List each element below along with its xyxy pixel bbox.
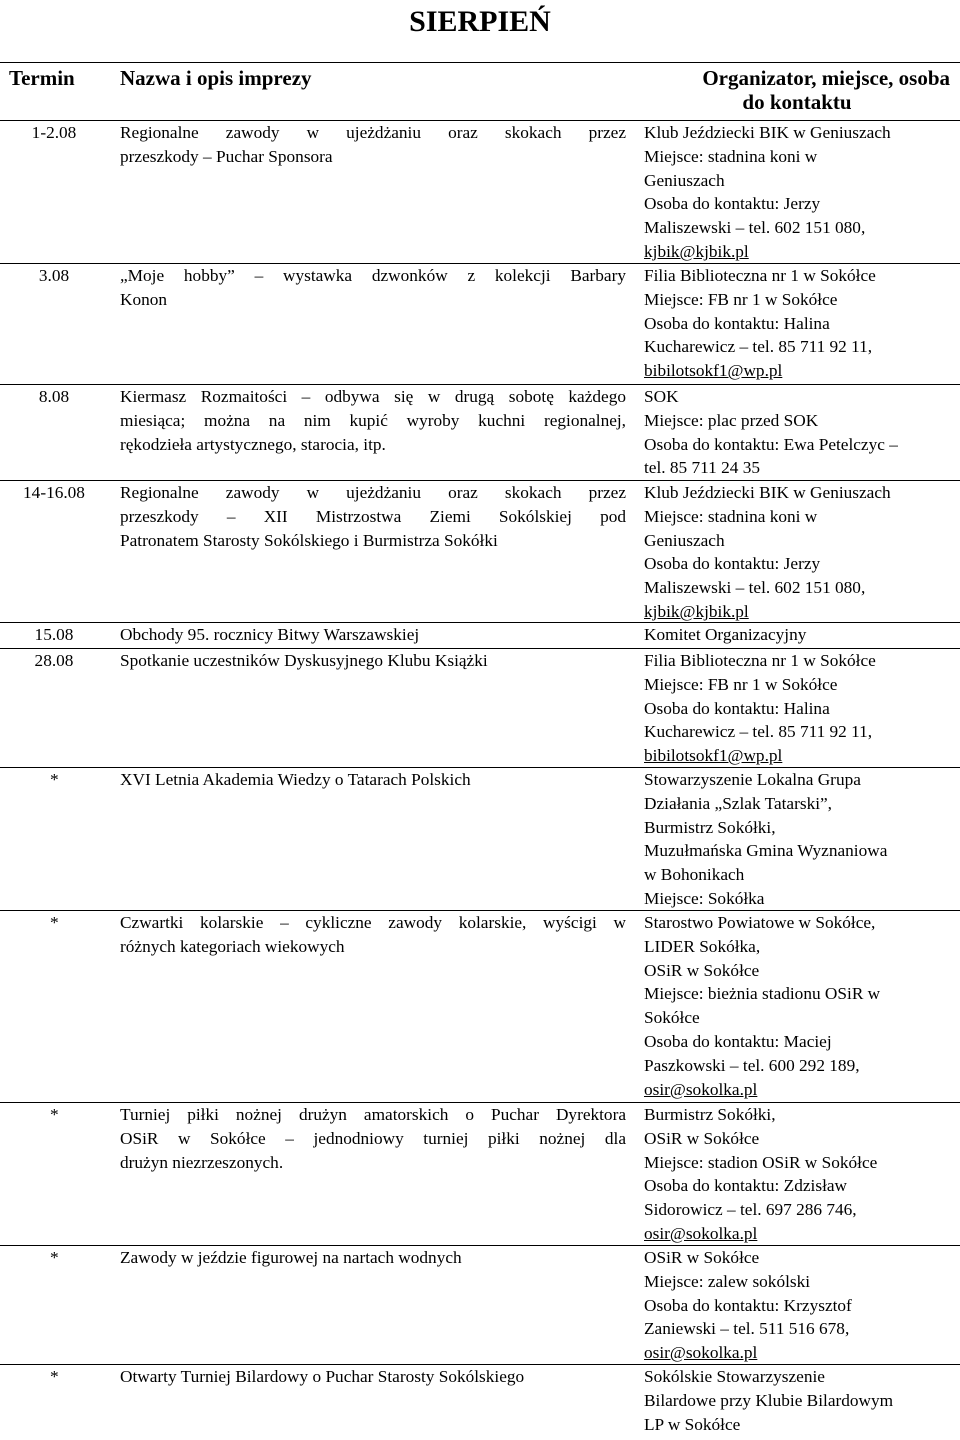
organizer-line: Klub Jeździecki BIK w Geniuszach [644, 123, 891, 142]
organizer-line: Geniuszach [644, 530, 725, 550]
header-organizer-line2: do kontaktu [742, 89, 852, 114]
organizer-line: Maliszewski – tel. 602 151 080, [644, 218, 866, 238]
email-link[interactable]: osir@sokolka.pl [644, 1079, 758, 1099]
organizer-line: Sidorowicz – tel. 697 286 746, [644, 1200, 857, 1220]
organizer-line: Klub Jeździecki BIK w Geniuszach [644, 483, 891, 502]
organizer-line: Osoba do kontaktu: Jerzy [644, 554, 821, 574]
row-divider [0, 1102, 960, 1103]
row-divider [0, 1245, 960, 1246]
row-divider [0, 1364, 960, 1365]
organizer-line: Komitet Organizacyjny [644, 625, 807, 644]
organizer-line: Miejsce: stadnina koni w [644, 146, 818, 166]
event-name-line: Kiermasz Rozmaitości – odbywa się w drugą sobotę każdego [120, 387, 626, 406]
organizer-line: Kucharewicz – tel. 85 711 92 11, [644, 722, 873, 742]
header-term: Termin [9, 66, 75, 90]
row-divider [0, 767, 960, 768]
organizer-line: Osoba do kontaktu: Halina [644, 698, 830, 718]
cell-term: 15.08 [34, 625, 74, 644]
email-link[interactable]: osir@sokolka.pl [644, 1343, 758, 1363]
email-link[interactable]: bibilotsokf1@wp.pl [644, 746, 783, 766]
event-name-line: przeszkody – Puchar Sponsora [120, 146, 333, 166]
cell-term: * [50, 1367, 59, 1386]
organizer-line: OSiR w Sokółce [644, 960, 760, 980]
row-divider [0, 910, 960, 911]
organizer-line: Osoba do kontaktu: Halina [644, 313, 830, 333]
cell-term: * [50, 1248, 59, 1267]
organizer-line: Zaniewski – tel. 511 516 678, [644, 1319, 850, 1339]
event-name-line: Patronatem Starosty Sokólskiego i Burmistrza Sokółki [120, 530, 498, 550]
cell-organizer [644, 1365, 950, 1436]
row-divider [0, 384, 960, 385]
row-divider [0, 263, 960, 264]
cell-organizer [644, 1246, 950, 1365]
cell-term: 14-16.08 [23, 483, 85, 502]
row-divider [0, 480, 960, 481]
organizer-line: OSiR w Sokółce [644, 1128, 760, 1148]
organizer-line: Kucharewicz – tel. 85 711 92 11, [644, 337, 873, 357]
header-name: Nazwa i opis imprezy [120, 66, 312, 90]
cell-term: 3.08 [38, 266, 70, 285]
organizer-line: Osoba do kontaktu: Zdzisław [644, 1176, 848, 1196]
event-name-line: XVI Letnia Akademia Wiedzy o Tatarach Polskich [120, 770, 471, 789]
event-name-line: Spotkanie uczestników Dyskusyjnego Klubu Książki [120, 651, 488, 670]
email-link[interactable]: bibilotsokf1@wp.pl [644, 361, 783, 381]
organizer-line: Miejsce: stadion OSiR w Sokółce [644, 1152, 878, 1172]
cell-event-name [120, 385, 626, 456]
cell-term: * [50, 770, 59, 789]
organizer-line: Maliszewski – tel. 602 151 080, [644, 578, 866, 598]
row-divider [0, 648, 960, 649]
organizer-line: Burmistrz Sokółki, [644, 817, 776, 837]
organizer-line: Osoba do kontaktu: Maciej [644, 1031, 832, 1051]
event-name-line: Turniej piłki nożnej drużyn amatorskich o Puchar Dyrektora [120, 1105, 626, 1124]
organizer-line: LP w Sokółce [644, 1414, 741, 1434]
cell-event-name [120, 481, 626, 552]
top-border [0, 62, 960, 63]
organizer-line: Muzułmańska Gmina Wyznaniowa [644, 841, 888, 861]
event-name-line: Czwartki kolarskie – cykliczne zawody kolarskie, wyścigi w [120, 913, 626, 932]
organizer-line: Bilardowe przy Klubie Bilardowym [644, 1390, 894, 1410]
event-name-line: Regionalne zawody w ujeżdżaniu oraz skokach przez [120, 123, 626, 142]
cell-organizer [644, 1103, 950, 1246]
cell-term: 28.08 [34, 651, 74, 670]
event-name-line: Obchody 95. rocznicy Bitwy Warszawskiej [120, 625, 420, 644]
event-name-line: Regionalne zawody w ujeżdżaniu oraz skokach przez [120, 483, 626, 502]
cell-event-name [120, 768, 626, 792]
organizer-line: Starostwo Powiatowe w Sokółce, [644, 913, 876, 932]
cell-event-name [120, 121, 626, 169]
email-link[interactable]: kjbik@kjbik.pl [644, 241, 749, 261]
organizer-line: Miejsce: stadnina koni w [644, 506, 818, 526]
header-organizer-line1: Organizator, miejsce, osoba [702, 66, 950, 90]
cell-event-name [120, 623, 626, 647]
page-title: SIERPIEŃ [409, 5, 551, 38]
organizer-line: Miejsce: bieżnia stadionu OSiR w [644, 984, 881, 1004]
organizer-line: Stowarzyszenie Lokalna Grupa [644, 770, 861, 789]
cell-event-name [120, 1103, 626, 1174]
event-name-line: przeszkody – XII Mistrzostwa Ziemi Sokólskiej pod [120, 506, 626, 526]
organizer-line: Miejsce: FB nr 1 w Sokółce [644, 674, 838, 694]
cell-event-name [120, 911, 626, 959]
header-organizer [644, 64, 950, 112]
cell-organizer [644, 623, 950, 647]
cell-organizer [644, 911, 950, 1101]
cell-term: 8.08 [38, 387, 70, 406]
event-name-line: Konon [120, 289, 168, 309]
organizer-line: Filia Biblioteczna nr 1 w Sokółce [644, 266, 876, 285]
cell-organizer [644, 649, 950, 768]
event-name-line: miesiąca; można na nim kupić wyroby kuchni regionalnej, [120, 410, 626, 430]
cell-term: * [50, 913, 59, 932]
organizer-line: Miejsce: Sokółka [644, 888, 765, 908]
organizer-line: Paszkowski – tel. 600 292 189, [644, 1055, 860, 1075]
organizer-line: LIDER Sokółka, [644, 936, 761, 956]
event-name-line: Otwarty Turniej Bilardowy o Puchar Starosty Sokólskiego [120, 1367, 525, 1386]
organizer-line: Filia Biblioteczna nr 1 w Sokółce [644, 651, 876, 670]
organizer-line: Burmistrz Sokółki, [644, 1105, 776, 1124]
organizer-line: Sokółce [644, 1008, 700, 1028]
cell-organizer [644, 481, 950, 624]
row-divider [0, 622, 960, 623]
event-name-line: Zawody w jeździe figurowej na nartach wodnych [120, 1248, 462, 1267]
cell-organizer [644, 264, 950, 383]
organizer-line: Geniuszach [644, 170, 725, 190]
cell-event-name [120, 1246, 626, 1270]
organizer-line: tel. 85 711 24 35 [644, 458, 760, 478]
cell-term: * [50, 1105, 59, 1124]
cell-organizer [644, 385, 950, 480]
event-name-line: OSiR w Sokółce – jednodniowy turniej piłki nożnej dla [120, 1128, 626, 1148]
event-name-line: rękodzieła artystycznego, starocia, itp. [120, 434, 386, 454]
event-name-line: „Moje hobby” – wystawka dzwonków z kolekcji Barbary [120, 266, 626, 285]
organizer-line: Miejsce: plac przed SOK [644, 410, 819, 430]
event-name-line: różnych kategoriach wiekowych [120, 936, 345, 956]
organizer-line: Miejsce: FB nr 1 w Sokółce [644, 289, 838, 309]
organizer-line: OSiR w Sokółce [644, 1248, 760, 1267]
organizer-line: Osoba do kontaktu: Ewa Petelczyc – [644, 434, 898, 454]
cell-event-name [120, 264, 626, 312]
organizer-line: w Bohonikach [644, 865, 745, 885]
event-name-line: drużyn niezrzeszonych. [120, 1152, 284, 1172]
organizer-line: Sokólskie Stowarzyszenie [644, 1367, 825, 1386]
email-link[interactable]: kjbik@kjbik.pl [644, 601, 749, 621]
cell-organizer [644, 121, 950, 264]
cell-event-name [120, 649, 626, 673]
cell-organizer [644, 768, 950, 911]
organizer-line: Miejsce: zalew sokólski [644, 1271, 811, 1291]
organizer-line: Osoba do kontaktu: Krzysztof [644, 1295, 852, 1315]
organizer-line: SOK [644, 387, 679, 406]
cell-event-name [120, 1365, 626, 1389]
organizer-line: Osoba do kontaktu: Jerzy [644, 194, 821, 214]
cell-term: 1-2.08 [31, 123, 77, 142]
organizer-line: Działania „Szlak Tatarski”, [644, 793, 833, 813]
email-link[interactable]: osir@sokolka.pl [644, 1223, 758, 1243]
